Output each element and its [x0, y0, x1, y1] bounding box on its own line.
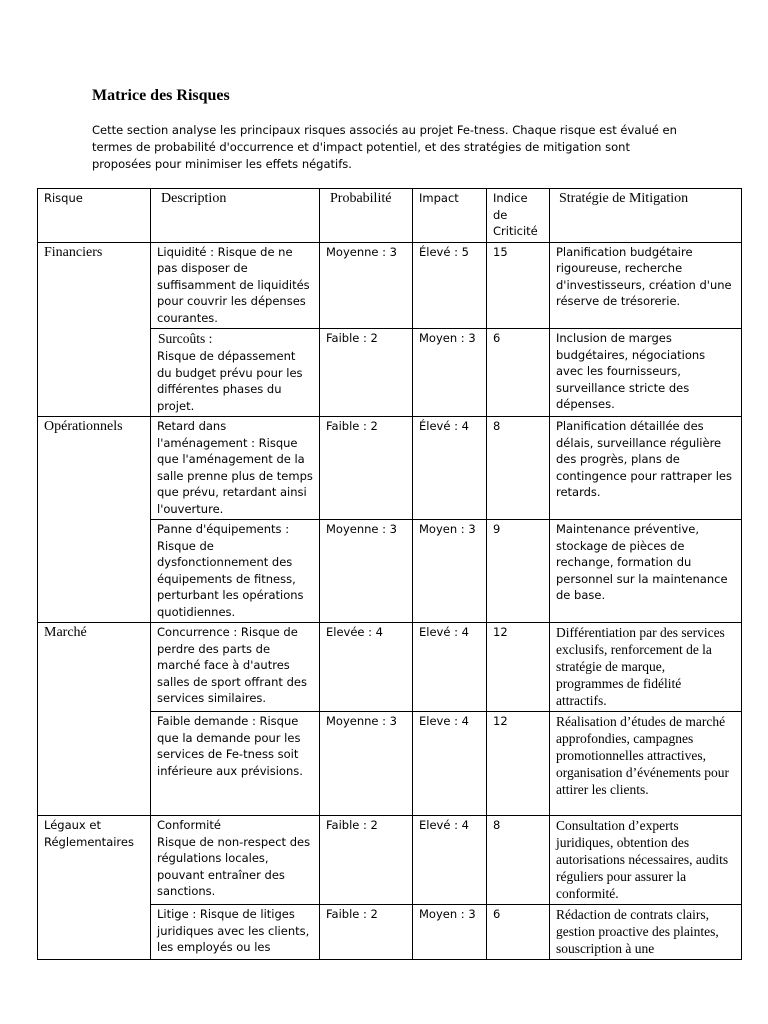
risk-criticality: 6: [487, 329, 550, 417]
risk-criticality: 9: [487, 520, 550, 623]
risk-probability: Moyenne : 3: [320, 242, 413, 329]
risk-mitigation: Consultation d’experts juridiques, obtention des autorisations nécessaires, audits réguliers pour assurer la conformité.: [550, 816, 742, 905]
risk-description-cell: [151, 329, 320, 417]
risk-probability: Elevée : 4: [320, 623, 413, 712]
intro-paragraph: Cette section analyse les principaux risques associés au projet Fe-tness. Chaque risque est évalué en termes de probabilité d'occurrence et d'impact potentiel, et des stratégies de mitigation sont proposées pour minimiser les effets négatifs.: [92, 123, 677, 171]
risk-description: Liquidité : Risque de ne pas disposer de suffisamment de liquidités pour couvrir les dépenses courantes.: [151, 242, 320, 329]
risk-impact: Élevé : 4: [413, 417, 487, 520]
header-risk: Risque: [38, 189, 151, 243]
table-row: [38, 623, 742, 712]
page-title: Matrice des Risques: [92, 87, 230, 104]
risk-mitigation: Différentiation par des services exclusifs, renforcement de la stratégie de marque, programmes de fidélité attractifs.: [550, 623, 742, 712]
header-description: Description: [151, 189, 320, 243]
risk-impact: Eleve : 4: [413, 712, 487, 816]
risk-probability: Moyenne : 3: [320, 712, 413, 816]
table-row: [38, 417, 742, 520]
header-mitigation: Stratégie de Mitigation: [550, 189, 742, 243]
risk-matrix-table: [37, 188, 742, 960]
risk-description: Panne d'équipements : Risque de dysfonctionnement des équipements de fitness, perturbant les opérations quotidiennes.: [151, 520, 320, 623]
risk-mitigation: Inclusion de marges budgétaires, négociations avec les fournisseurs, surveillance stricte des dépenses.: [550, 329, 742, 417]
risk-impact: Elevé : 4: [413, 623, 487, 712]
category-operational: Opérationnels: [38, 417, 151, 623]
risk-mitigation: Réalisation d’études de marché approfondies, campagnes promotionnelles attractives, organisation d’événements pour attirer les clients.: [550, 712, 742, 816]
risk-probability: Faible : 2: [320, 905, 413, 960]
risk-mitigation: Planification détaillée des délais, surveillance régulière des progrès, plans de contingence pour rattraper les retards.: [550, 417, 742, 520]
risk-description-cell: [151, 816, 320, 905]
risk-impact: Moyen : 3: [413, 905, 487, 960]
risk-criticality: 6: [487, 905, 550, 960]
risk-criticality: 8: [487, 417, 550, 520]
risk-criticality: 8: [487, 816, 550, 905]
category-market: Marché: [38, 623, 151, 816]
risk-impact: Élevé : 5: [413, 242, 487, 329]
table-row: [38, 816, 742, 905]
risk-impact: Moyen : 3: [413, 520, 487, 623]
risk-criticality: 15: [487, 242, 550, 329]
header-criticality: Indice de Criticité: [487, 189, 550, 243]
table-row: [38, 242, 742, 329]
risk-probability: Faible : 2: [320, 816, 413, 905]
risk-description: Risque de dépassement du budget prévu pour les différentes phases du projet.: [157, 349, 303, 413]
risk-description: Concurrence : Risque de perdre des parts de marché face à d'autres salles de sport offrant des services similaires.: [151, 623, 320, 712]
header-impact: Impact: [413, 189, 487, 243]
header-probability: Probabilité: [320, 189, 413, 243]
category-financial: Financiers: [38, 242, 151, 417]
risk-probability: Faible : 2: [320, 329, 413, 417]
risk-description: Litige : Risque de litiges juridiques avec les clients, les employés ou les: [151, 905, 320, 960]
risk-description-title: Surcoûts :: [158, 331, 213, 346]
risk-criticality: 12: [487, 712, 550, 816]
risk-probability: Faible : 2: [320, 417, 413, 520]
table-header-row: [38, 189, 742, 243]
risk-mitigation: Rédaction de contrats clairs, gestion proactive des plaintes, souscription à une: [550, 905, 742, 960]
risk-mitigation: Maintenance préventive, stockage de pièces de rechange, formation du personnel sur la maintenance de base.: [550, 520, 742, 623]
risk-mitigation: Planification budgétaire rigoureuse, recherche d'investisseurs, création d'une réserve de trésorerie.: [550, 242, 742, 329]
risk-criticality: 12: [487, 623, 550, 712]
risk-impact: Moyen : 3: [413, 329, 487, 417]
risk-description: Risque de non-respect des régulations locales, pouvant entraîner des sanctions.: [157, 834, 311, 898]
risk-description-title: Conformité: [157, 818, 221, 832]
risk-impact: Elevé : 4: [413, 816, 487, 905]
risk-description: Faible demande : Risque que la demande pour les services de Fe-tness soit inférieure aux prévisions.: [151, 712, 320, 816]
category-legal: Légaux et Réglementaires: [38, 816, 151, 960]
risk-probability: Moyenne : 3: [320, 520, 413, 623]
risk-description: Retard dans l'aménagement : Risque que l'aménagement de la salle prenne plus de temps que prévu, retardant ainsi l'ouverture.: [151, 417, 320, 520]
